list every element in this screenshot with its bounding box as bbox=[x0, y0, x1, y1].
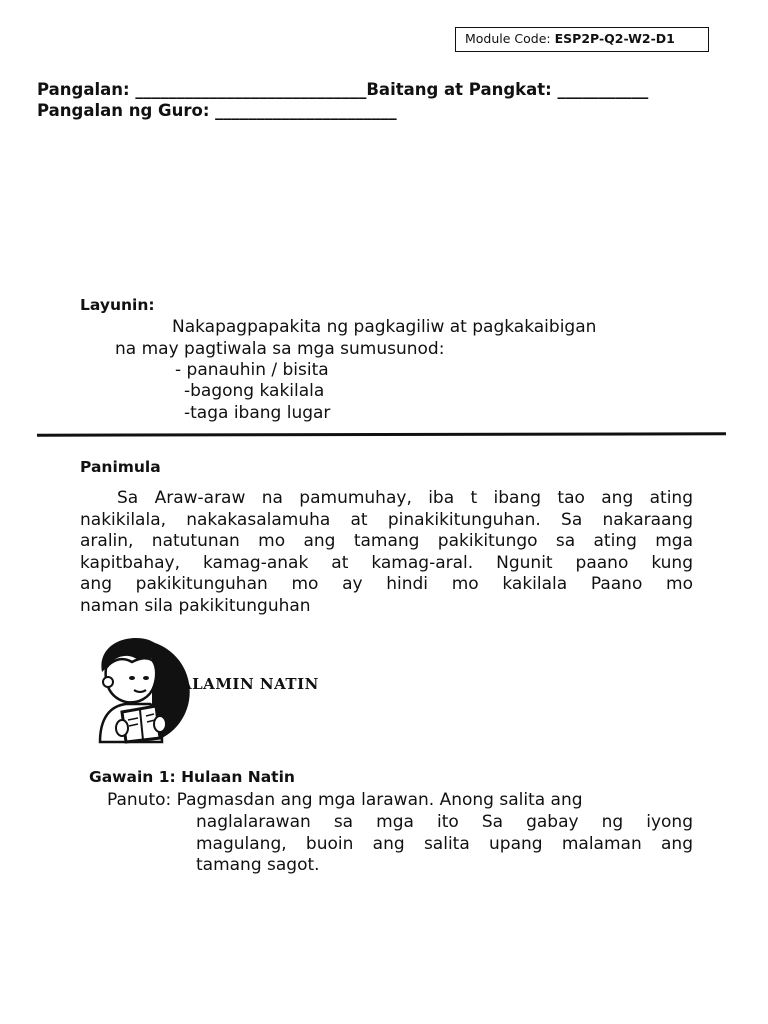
panimula-title: Panimula bbox=[80, 458, 161, 476]
paragraph-line: nakikilala, nakakasalamuha at pinakikitunguhan. Sa nakaraang bbox=[80, 509, 693, 530]
module-code-value: ESP2P-Q2-W2-D1 bbox=[554, 31, 675, 46]
layunin-item: -taga ibang lugar bbox=[184, 403, 331, 423]
alamin-natin-banner bbox=[92, 634, 342, 744]
module-code-box bbox=[455, 27, 709, 52]
layunin-item: -bagong kakilala bbox=[184, 381, 325, 401]
gawain-instructions bbox=[196, 812, 693, 877]
layunin-line-1: Nakapagpapakita ng pagkagiliw at pagkakaibigan bbox=[172, 317, 597, 337]
paragraph-line: naman sila pakikitunguhan bbox=[80, 595, 311, 616]
paragraph-line: aralin, natutunan mo ang tamang pakikitungo sa ating mga bbox=[80, 531, 693, 551]
layunin-item: - panauhin / bisita bbox=[175, 360, 329, 380]
alamin-natin-text: ALAMIN NATIN bbox=[180, 675, 319, 693]
paragraph-line: naglalarawan sa mga ito Sa gabay ng iyong bbox=[196, 812, 693, 832]
gawain-title: Gawain 1: Hulaan Natin bbox=[89, 768, 295, 786]
paragraph-line: Sa Araw-araw na pamumuhay, iba t ibang tao ang ating bbox=[117, 488, 693, 508]
paragraph-line: kapitbahay, kamag-anak at kamag-aral. Ngunit paano kung bbox=[80, 552, 693, 573]
paragraph-line: ang pakikitunguhan mo ay hindi mo kakilala Paano mo bbox=[80, 574, 693, 594]
name-grade-line: Pangalan: ____________________________Baitang at Pangkat: ___________ bbox=[37, 80, 649, 99]
teacher-name-line: Pangalan ng Guro: ______________________ bbox=[37, 101, 397, 120]
layunin-line-2: na may pagtiwala sa mga sumusunod: bbox=[115, 339, 445, 359]
module-code-label: Module Code: bbox=[465, 31, 555, 46]
layunin-title: Layunin: bbox=[80, 296, 155, 314]
panimula-paragraph bbox=[80, 488, 693, 617]
section-divider bbox=[37, 432, 726, 436]
paragraph-line: tamang sagot. bbox=[196, 855, 320, 875]
gawain-instruction-line: Panuto: Pagmasdan ang mga larawan. Anong salita ang bbox=[107, 790, 583, 810]
paragraph-line: magulang, buoin ang salita upang malaman ang bbox=[196, 833, 693, 854]
